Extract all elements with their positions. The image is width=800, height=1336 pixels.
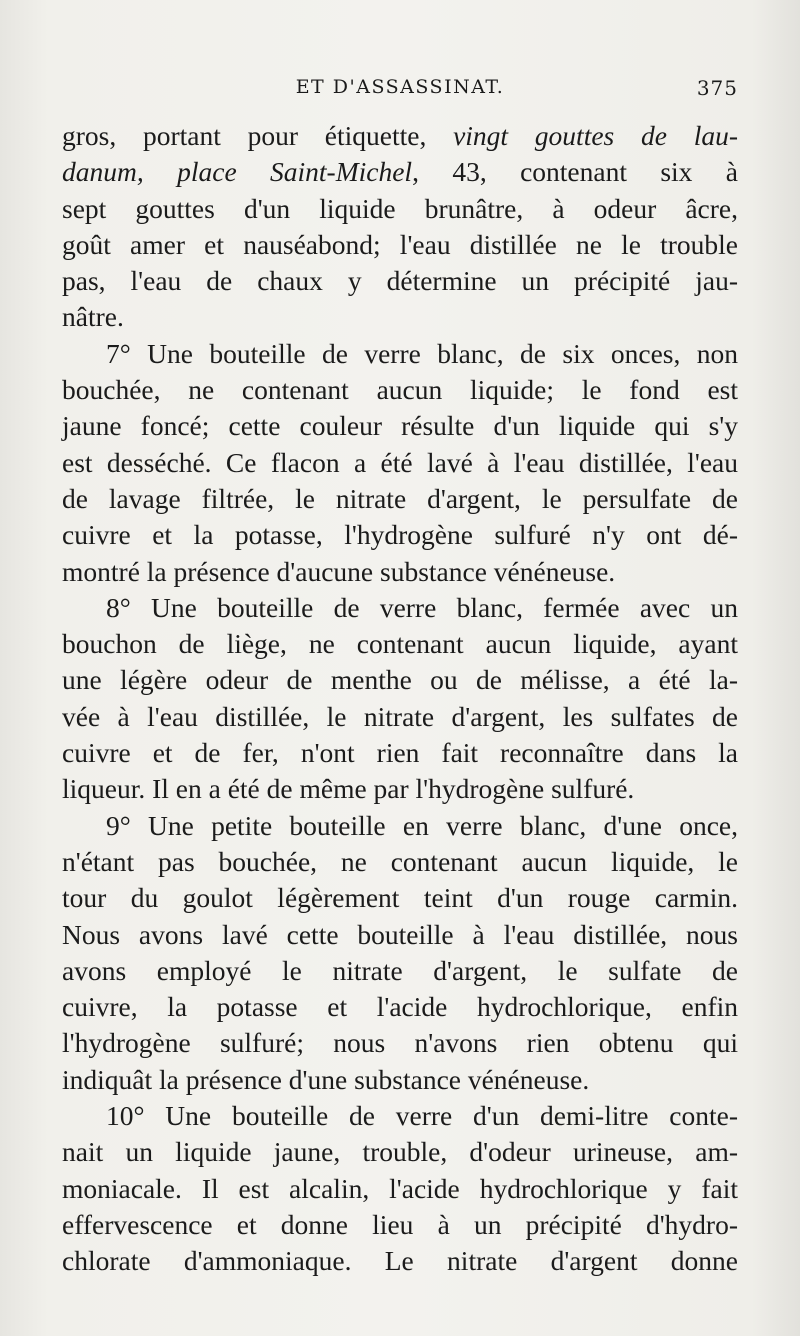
text-line: cuivre et de fer, n'ont rien fait reconnaître dans la (62, 737, 738, 769)
text-line: 10° Une bouteille de verre d'un demi-litre conte- (106, 1100, 738, 1132)
page-number: 375 (696, 76, 738, 100)
text-line: moniacale. Il est alcalin, l'acide hydrochlorique y fait (62, 1172, 738, 1204)
text-line: tour du goulot légèrement teint d'un rouge carmin. (62, 882, 738, 914)
text-line: liqueur. Il en a été de même par l'hydrogène sulfuré. (62, 773, 635, 805)
text-line: de lavage filtrée, le nitrate d'argent, le persulfate de (62, 482, 738, 514)
text-line: bouchée, ne contenant aucun liquide; le fond est (62, 374, 738, 406)
line-text: gros, portant pour étiquette, (62, 120, 454, 151)
text-line: cuivre et la potasse, l'hydrogène sulfuré n'y ont dé- (62, 519, 738, 551)
text-line: pas, l'eau de chaux y détermine un précipité jau- (62, 265, 738, 297)
text-line: effervescence et donne lieu à un précipité d'hydro- (62, 1208, 738, 1240)
text-line: montré la présence d'aucune substance vénéneuse. (62, 555, 616, 587)
page-body (62, 118, 738, 1280)
text-line: vée à l'eau distillée, le nitrate d'argent, les sulfates de (62, 700, 738, 732)
text-line (62, 118, 738, 154)
page-header (62, 76, 738, 108)
line-italic: danum, place Saint-Michel (62, 156, 413, 188)
running-title: ET D'ASSASSINAT. (295, 76, 505, 98)
text-line: l'hydrogène sulfuré; nous n'avons rien obtenu qui (62, 1027, 738, 1059)
text-line: cuivre, la potasse et l'acide hydrochlorique, enfin (62, 991, 738, 1023)
text-line: 9° Une petite bouteille en verre blanc, d'une once, (106, 809, 738, 841)
text-line (62, 154, 738, 190)
text-line: nait un liquide jaune, trouble, d'odeur urineuse, am- (62, 1136, 738, 1168)
line-text: , 43, contenant six à (412, 156, 739, 188)
text-line: Nous avons lavé cette bouteille à l'eau distillée, nous (62, 918, 738, 950)
text-line: 7° Une bouteille de verre blanc, de six onces, non (106, 337, 738, 369)
text-line: indiquât la présence d'une substance vénéneuse. (62, 1063, 590, 1095)
text-line: une légère odeur de menthe ou de mélisse, a été la- (62, 664, 738, 696)
text-line: bouchon de liège, ne contenant aucun liquide, ayant (62, 628, 738, 660)
text-line: nâtre. (62, 301, 124, 333)
line-italic: vingt gouttes de lau- (453, 120, 738, 151)
text-line: est desséché. Ce flacon a été lavé à l'eau distillée, l'eau (62, 446, 738, 478)
text-line: chlorate d'ammoniaque. Le nitrate d'argent donne (62, 1245, 738, 1277)
text-line: n'étant pas bouchée, ne contenant aucun liquide, le (62, 845, 738, 877)
text-line: jaune foncé; cette couleur résulte d'un liquide qui s'y (62, 410, 738, 442)
text-line: sept gouttes d'un liquide brunâtre, à odeur âcre, (62, 192, 738, 224)
text-line: avons employé le nitrate d'argent, le sulfate de (62, 954, 738, 986)
text-line: 8° Une bouteille de verre blanc, fermée avec un (106, 591, 738, 623)
text-line: goût amer et nauséabond; l'eau distillée ne le trouble (62, 228, 738, 260)
